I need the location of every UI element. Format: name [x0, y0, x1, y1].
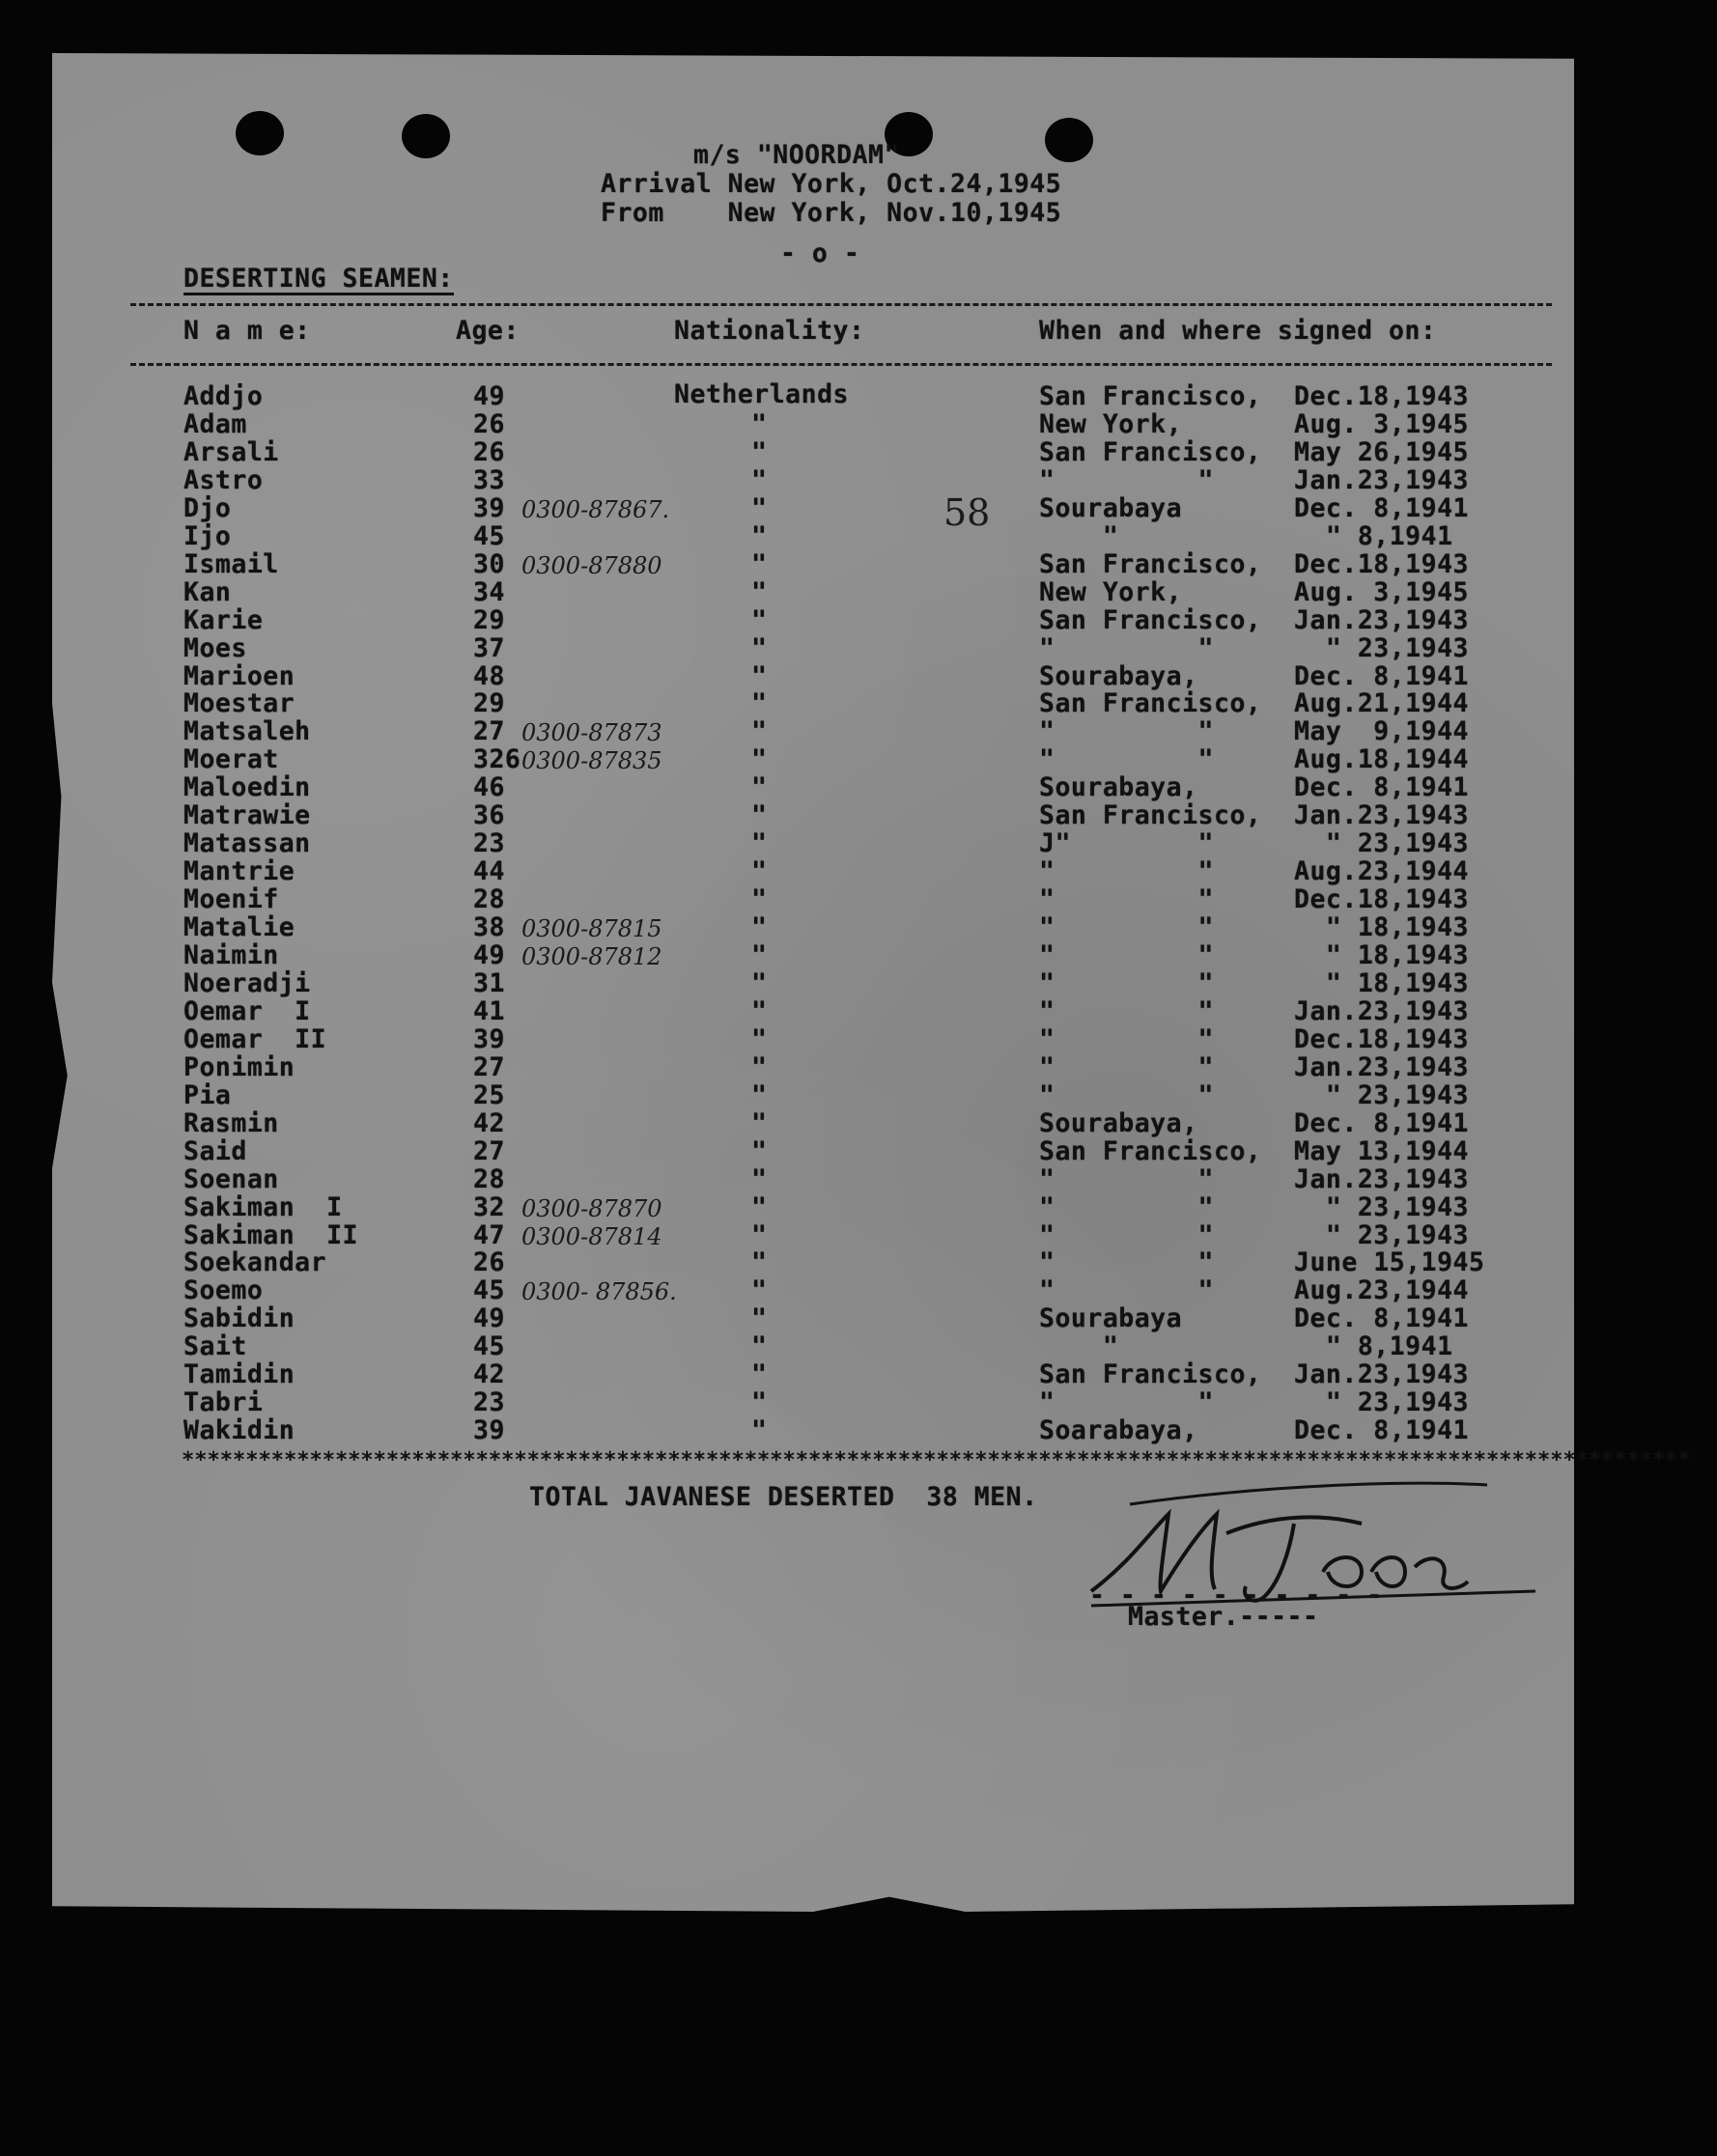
seaman-name: Matrawie [183, 800, 311, 831]
seaman-age: 31 [473, 967, 505, 998]
signed-on-date: " 23,1943 [1294, 632, 1469, 663]
nationality-ditto: " [751, 1163, 768, 1194]
handwritten-reference: 0300-87870 [521, 1194, 662, 1222]
signed-on-date: Jan.23,1943 [1294, 1359, 1469, 1390]
handwritten-reference: 0300-87867. [521, 495, 670, 523]
handwritten-reference: 0300-87814 [521, 1222, 662, 1250]
top-rule [130, 303, 1552, 306]
signed-on-place: " " [1039, 1079, 1214, 1110]
signed-on-date: " 23,1943 [1294, 1387, 1469, 1418]
seaman-age: 29 [473, 688, 505, 719]
signed-on-place: San Francisco, [1039, 604, 1262, 635]
seaman-name: Addjo [183, 381, 264, 411]
seaman-name: Moenif [183, 884, 279, 915]
handwritten-reference: 0300-87815 [521, 915, 662, 943]
seaman-name: Matsaleh [183, 716, 311, 747]
signed-on-place: San Francisco, [1039, 548, 1262, 579]
signed-on-place: " " [1039, 967, 1214, 998]
signed-on-date: Dec. 8,1941 [1294, 660, 1469, 691]
nationality-ditto: " [751, 1107, 768, 1138]
seaman-age: 32 [473, 1191, 505, 1222]
seaman-name: Mantrie [183, 856, 296, 887]
signed-on-date: " 18,1943 [1294, 912, 1469, 943]
nationality-ditto: " [751, 828, 768, 859]
header-rule [130, 363, 1552, 366]
signed-on-place: Sourabaya [1039, 1303, 1183, 1334]
signed-on-date: Jan.23,1943 [1294, 995, 1469, 1026]
nationality-ditto: " [751, 576, 768, 607]
signed-on-date: Dec. 8,1941 [1294, 1107, 1469, 1138]
nationality-ditto: " [751, 940, 768, 970]
nationality-ditto: " [751, 1359, 768, 1390]
nationality-ditto: " [751, 995, 768, 1026]
signed-on-date: Dec.18,1943 [1294, 1023, 1469, 1054]
seaman-age: 47 [473, 1219, 505, 1250]
signed-on-place: " " [1039, 464, 1214, 495]
seaman-name: Moestar [183, 688, 296, 719]
nationality-ditto: " [751, 1303, 768, 1334]
seaman-name: Said [183, 1135, 247, 1166]
seaman-name: Maloedin [183, 772, 311, 803]
seaman-name: Oemar II [183, 1023, 327, 1054]
signed-on-date: Dec. 8,1941 [1294, 772, 1469, 803]
handwritten-reference: 0300- 87856. [521, 1278, 677, 1306]
signed-on-date: Dec. 8,1941 [1294, 1303, 1469, 1334]
signed-on-date: " 23,1943 [1294, 828, 1469, 859]
handwritten-reference: 0300-87873 [521, 719, 662, 747]
nationality-ditto: " [751, 688, 768, 719]
punch-hole [236, 111, 284, 155]
nationality-ditto: " [751, 492, 768, 523]
signed-on-date: " 23,1943 [1294, 1079, 1469, 1110]
nationality-ditto: " [751, 548, 768, 579]
seaman-name: Moerat [183, 744, 279, 775]
seaman-name: Tabri [183, 1387, 264, 1418]
seaman-age: 49 [473, 940, 505, 970]
signed-on-date: " 23,1943 [1294, 1219, 1469, 1250]
nationality-ditto: " [751, 604, 768, 635]
column-header-name: N a m e: [183, 316, 311, 346]
nationality-ditto: " [751, 1247, 768, 1278]
punch-hole [402, 114, 450, 158]
seaman-age: 23 [473, 1387, 505, 1418]
signed-on-date: May 13,1944 [1294, 1135, 1469, 1166]
signed-on-place: " " [1039, 856, 1214, 887]
seaman-age: 28 [473, 884, 505, 915]
signed-on-place: " " [1039, 1163, 1214, 1194]
seaman-name: Noeradji [183, 967, 311, 998]
seaman-age: 41 [473, 995, 505, 1026]
seaman-name: Wakidin [183, 1415, 296, 1446]
signed-on-date: Dec.18,1943 [1294, 548, 1469, 579]
seaman-name: Tamidin [183, 1359, 296, 1390]
nationality-ditto: " [751, 1051, 768, 1082]
signed-on-date: Jan.23,1943 [1294, 1163, 1469, 1194]
handwritten-reference: 0300-87812 [521, 943, 662, 970]
signed-on-date: May 26,1945 [1294, 436, 1469, 467]
seaman-age: 29 [473, 604, 505, 635]
seaman-age: 26 [473, 1247, 505, 1278]
nationality-ditto: " [751, 1387, 768, 1418]
signed-on-place: San Francisco, [1039, 800, 1262, 831]
signed-on-date: Aug. 3,1945 [1294, 576, 1469, 607]
signed-on-place: " " [1039, 1023, 1214, 1054]
nationality-ditto: " [751, 1135, 768, 1166]
seaman-name: Oemar I [183, 995, 311, 1026]
seaman-name: Djo [183, 492, 232, 523]
seaman-age: 37 [473, 632, 505, 663]
nationality-value: Netherlands [674, 379, 849, 409]
seaman-age: 44 [473, 856, 505, 887]
nationality-ditto: " [751, 772, 768, 803]
nationality-ditto: " [751, 436, 768, 467]
signed-on-place: San Francisco, [1039, 381, 1262, 411]
seaman-age: 45 [473, 520, 505, 551]
departure-line: From New York, Nov.10,1945 [601, 198, 1062, 228]
seaman-age: 27 [473, 1051, 505, 1082]
seaman-age: 48 [473, 660, 505, 691]
nationality-ditto: " [751, 884, 768, 915]
section-title: DESERTING SEAMEN: [183, 264, 454, 294]
nationality-ditto: " [751, 744, 768, 775]
signed-on-place: San Francisco, [1039, 688, 1262, 719]
punch-hole [1045, 118, 1093, 162]
seaman-age: 28 [473, 1163, 505, 1194]
nationality-ditto: " [751, 1023, 768, 1054]
signed-on-date: " 8,1941 [1294, 520, 1453, 551]
seaman-age: 46 [473, 772, 505, 803]
seaman-name: Soenan [183, 1163, 279, 1194]
seaman-name: Matalie [183, 912, 296, 943]
signed-on-place: " " [1039, 940, 1214, 970]
seaman-age: 49 [473, 381, 505, 411]
header-divider: - o - [780, 238, 860, 268]
signed-on-place: " " [1039, 912, 1214, 943]
seaman-age: 42 [473, 1107, 505, 1138]
signed-on-date: Aug.21,1944 [1294, 688, 1469, 719]
seaman-name: Ponimin [183, 1051, 296, 1082]
seaman-name: Pia [183, 1079, 232, 1110]
seaman-age: 30 [473, 548, 505, 579]
handwritten-reference: 0300-87880 [521, 551, 662, 579]
signed-on-place: " " [1039, 744, 1214, 775]
column-header-nationality: Nationality: [674, 316, 865, 346]
seaman-age: 42 [473, 1359, 505, 1390]
seaman-name: Kan [183, 576, 232, 607]
signed-on-date: Dec. 8,1941 [1294, 1415, 1469, 1446]
seaman-age: 27 [473, 1135, 505, 1166]
seaman-name: Moes [183, 632, 247, 663]
signed-on-date: Jan.23,1943 [1294, 1051, 1469, 1082]
seaman-name: Arsali [183, 436, 279, 467]
signed-on-place: " " [1039, 884, 1214, 915]
nationality-ditto: " [751, 1191, 768, 1222]
nationality-ditto: " [751, 632, 768, 663]
seaman-name: Sakiman I [183, 1191, 343, 1222]
signed-on-place: " [1039, 1331, 1119, 1362]
nationality-ditto: " [751, 716, 768, 747]
signed-on-date: Jan.23,1943 [1294, 800, 1469, 831]
seaman-age: 45 [473, 1275, 505, 1306]
signed-on-date: Dec.18,1943 [1294, 381, 1469, 411]
seaman-name: Sakiman II [183, 1219, 358, 1250]
signed-on-place: San Francisco, [1039, 1135, 1262, 1166]
signed-on-place: " " [1039, 1275, 1214, 1306]
seaman-name: Ijo [183, 520, 232, 551]
nationality-ditto: " [751, 967, 768, 998]
signed-on-place: San Francisco, [1039, 436, 1262, 467]
signed-on-date: June 15,1945 [1294, 1247, 1485, 1278]
signed-on-place: " " [1039, 1219, 1214, 1250]
signed-on-place: Soarabaya, [1039, 1415, 1198, 1446]
signed-on-date: Aug.23,1944 [1294, 856, 1469, 887]
column-header-signed-on: When and where signed on: [1039, 316, 1437, 346]
seaman-age: 39 [473, 492, 505, 523]
signed-on-place: " [1039, 520, 1119, 551]
signed-on-place: " " [1039, 632, 1214, 663]
signed-on-date: " 23,1943 [1294, 1191, 1469, 1222]
nationality-ditto: " [751, 660, 768, 691]
seaman-name: Sait [183, 1331, 247, 1362]
signed-on-date: Jan.23,1943 [1294, 604, 1469, 635]
signed-on-place: " " [1039, 1387, 1214, 1418]
signed-on-place: New York, [1039, 576, 1183, 607]
nationality-ditto: " [751, 1079, 768, 1110]
vessel-name: m/s "NOORDAM" [693, 140, 900, 170]
column-header-age: Age: [456, 316, 520, 346]
nationality-ditto: " [751, 464, 768, 495]
nationality-ditto: " [751, 856, 768, 887]
signed-on-date: Aug.23,1944 [1294, 1275, 1469, 1306]
signed-on-date: May 9,1944 [1294, 716, 1469, 747]
signed-on-place: " " [1039, 716, 1214, 747]
handwritten-reference: 0300-87835 [521, 747, 662, 775]
seaman-age: 25 [473, 1079, 505, 1110]
signed-on-place: Sourabaya, [1039, 1107, 1198, 1138]
signed-on-place: San Francisco, [1039, 1359, 1262, 1390]
arrival-line: Arrival New York, Oct.24,1945 [601, 169, 1062, 199]
signed-on-date: " 8,1941 [1294, 1331, 1453, 1362]
seaman-age: 38 [473, 912, 505, 943]
nationality-ditto: " [751, 800, 768, 831]
seaman-age: 23 [473, 828, 505, 859]
seaman-name: Sabidin [183, 1303, 296, 1334]
nationality-ditto: " [751, 912, 768, 943]
seaman-name: Soemo [183, 1275, 264, 1306]
seaman-age: 39 [473, 1415, 505, 1446]
seaman-age: 26 [473, 436, 505, 467]
seaman-name: Rasmin [183, 1107, 279, 1138]
seaman-age: 326 [473, 744, 521, 775]
total-line: TOTAL JAVANESE DESERTED 38 MEN. [529, 1482, 1038, 1512]
seaman-age: 34 [473, 576, 505, 607]
signature-line: - - - - - - - - - - [1089, 1581, 1383, 1610]
nationality-ditto: " [751, 1219, 768, 1250]
signed-on-date: Jan.23,1943 [1294, 464, 1469, 495]
nationality-ditto: " [751, 408, 768, 439]
signed-on-date: " 18,1943 [1294, 967, 1469, 998]
signed-on-place: " " [1039, 1191, 1214, 1222]
nationality-ditto: " [751, 520, 768, 551]
seaman-age: 49 [473, 1303, 505, 1334]
signed-on-date: Dec.18,1943 [1294, 884, 1469, 915]
seaman-age: 26 [473, 408, 505, 439]
seaman-age: 33 [473, 464, 505, 495]
signed-on-date: Dec. 8,1941 [1294, 492, 1469, 523]
signed-on-place: " " [1039, 1247, 1214, 1278]
seaman-name: Soekandar [183, 1247, 327, 1278]
signed-on-place: New York, [1039, 408, 1183, 439]
nationality-ditto: " [751, 1415, 768, 1446]
signed-on-place: " " [1039, 1051, 1214, 1082]
stars-divider: ********************************************************************************************************************** [182, 1448, 1691, 1472]
signed-on-place: " " [1039, 995, 1214, 1026]
seaman-age: 45 [473, 1331, 505, 1362]
signed-on-place: J" " [1039, 828, 1214, 859]
margin-number: 58 [943, 491, 991, 534]
seaman-age: 27 [473, 716, 505, 747]
signature-label: Master.----- [1128, 1602, 1319, 1632]
seaman-name: Marioen [183, 660, 296, 691]
signed-on-date: Aug.18,1944 [1294, 744, 1469, 775]
signed-on-date: " 18,1943 [1294, 940, 1469, 970]
seaman-name: Matassan [183, 828, 311, 859]
seaman-name: Ismail [183, 548, 279, 579]
seaman-age: 36 [473, 800, 505, 831]
nationality-ditto: " [751, 1331, 768, 1362]
signed-on-place: Sourabaya, [1039, 772, 1198, 803]
seaman-age: 39 [473, 1023, 505, 1054]
signed-on-place: Sourabaya, [1039, 660, 1198, 691]
seaman-name: Naimin [183, 940, 279, 970]
seaman-name: Astro [183, 464, 264, 495]
seaman-name: Karie [183, 604, 264, 635]
signed-on-place: Sourabaya [1039, 492, 1183, 523]
seaman-name: Adam [183, 408, 247, 439]
nationality-ditto: " [751, 1275, 768, 1306]
signed-on-date: Aug. 3,1945 [1294, 408, 1469, 439]
